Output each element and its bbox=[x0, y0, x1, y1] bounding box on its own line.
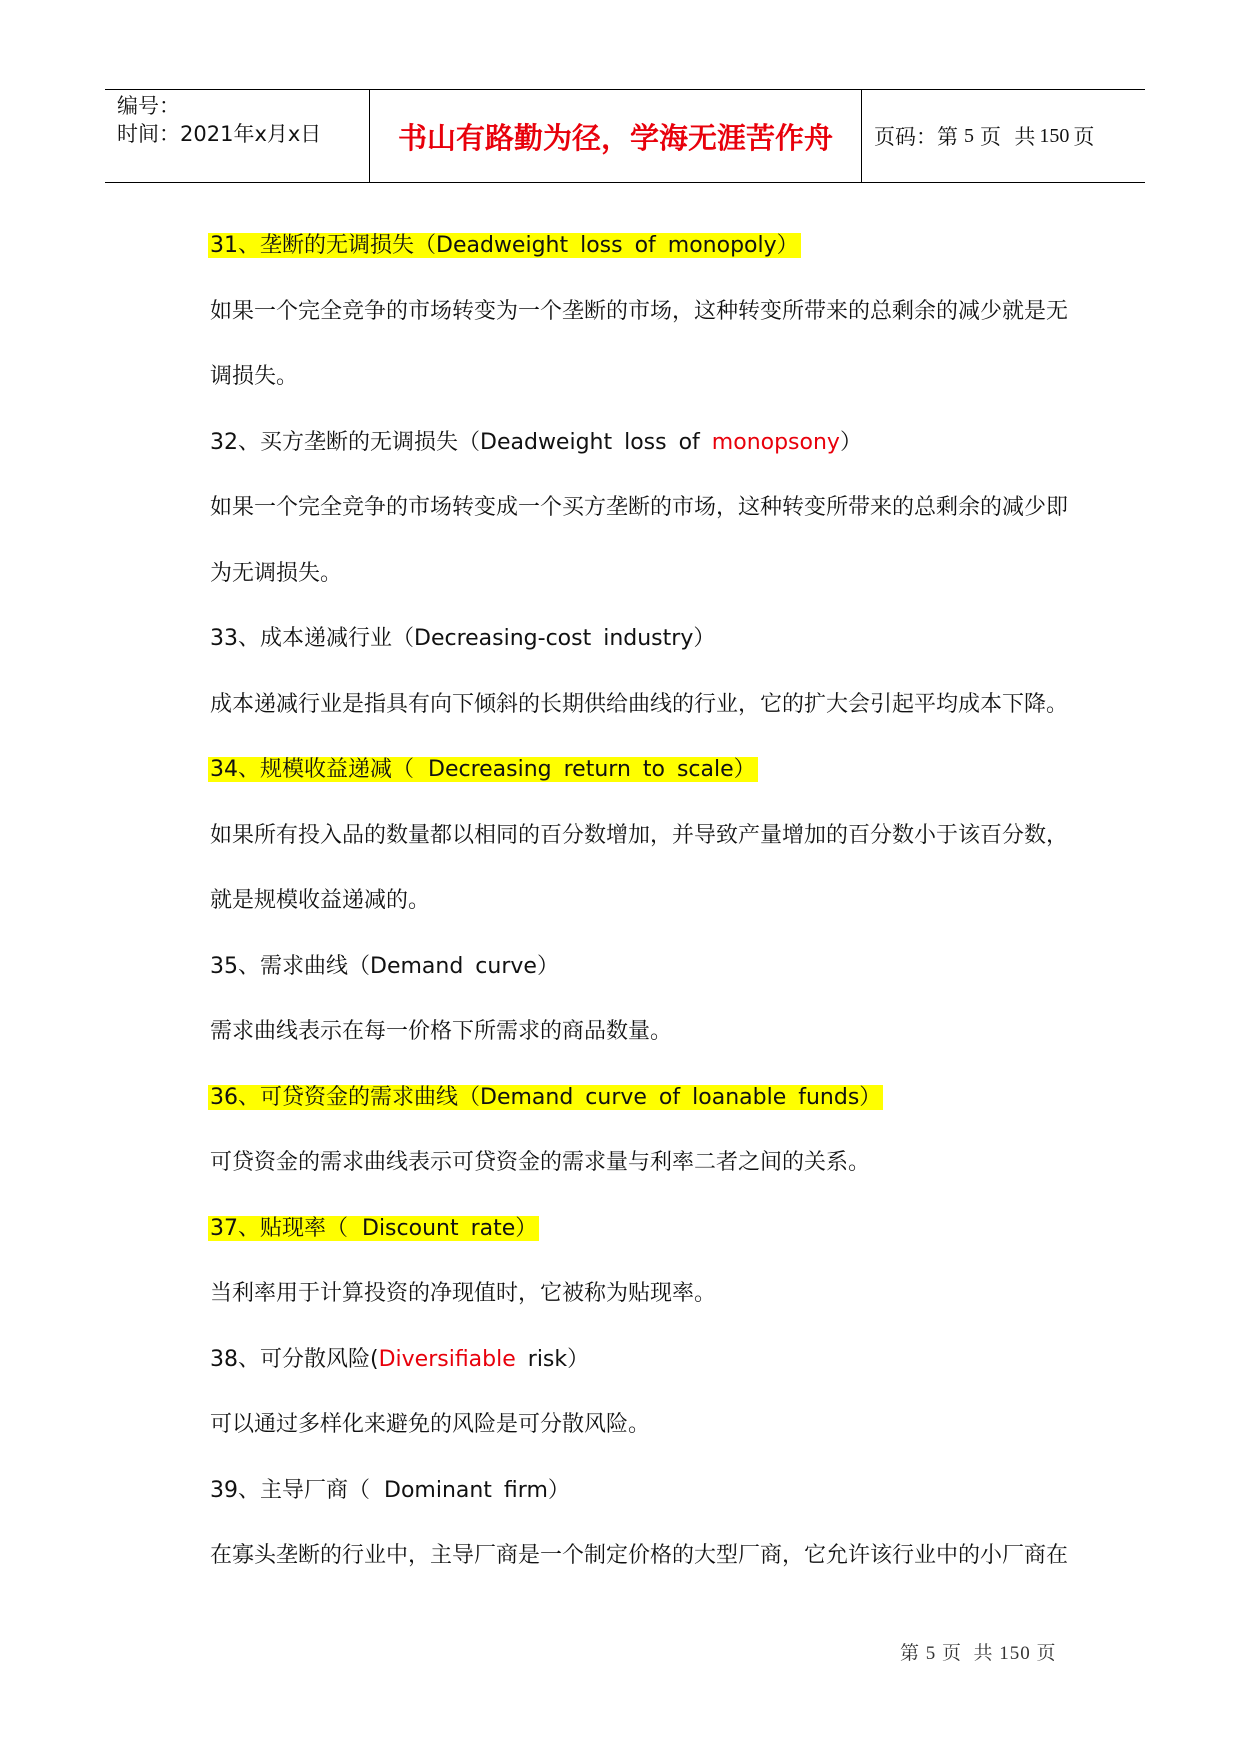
time-label: 时间：2021年x月x日 bbox=[117, 122, 322, 146]
page-footer bbox=[900, 1638, 1057, 1665]
term-heading: 39、主导厂商（ Dominant firm） bbox=[210, 1477, 570, 1503]
term-red-word: monopsony bbox=[711, 429, 840, 455]
term-highlight: 36、可贷资金的需求曲线（Demand curve of loanable funds） bbox=[210, 1084, 882, 1110]
term-description: 如果所有投入品的数量都以相同的百分数增加，并导致产量增加的百分数小于该百分数， bbox=[210, 822, 1069, 848]
term-description: 可贷资金的需求曲线表示可贷资金的需求量与利率二者之间的关系。 bbox=[210, 1150, 871, 1175]
page-total: 150 bbox=[1039, 124, 1070, 147]
term-heading bbox=[210, 1211, 1090, 1277]
page-suffix: 页 bbox=[1073, 125, 1095, 149]
header-meta bbox=[105, 90, 370, 182]
term-description: 就是规模收益递减的。 bbox=[210, 888, 431, 913]
header-motto: 书山有路勤为径，学海无涯苦作舟 bbox=[370, 90, 862, 182]
term-heading: 35、需求曲线（Demand curve） bbox=[210, 953, 559, 979]
term-description: 调损失。 bbox=[210, 364, 299, 389]
term-highlight: 34、规模收益递减（ Decreasing return to scale） bbox=[210, 757, 756, 782]
term-description: 需求曲线表示在每一价格下所需求的商品数量。 bbox=[210, 1019, 673, 1044]
page-label-prefix: 页码：第 bbox=[874, 125, 958, 149]
term-description: 如果一个完全竞争的市场转变成一个买方垄断的市场，这种转变所带来的总剩余的减少即 bbox=[210, 495, 1069, 520]
glossary-content bbox=[210, 228, 1090, 1604]
term-description: 如果一个完全竞争的市场转变为一个垄断的市场，这种转变所带来的总剩余的减少就是无 bbox=[210, 298, 1069, 324]
term-heading bbox=[210, 752, 1090, 818]
term-heading bbox=[210, 228, 1090, 294]
term-heading bbox=[210, 1080, 1090, 1146]
footer-current: 5 bbox=[925, 1643, 937, 1664]
term-description: 成本递减行业是指具有向下倾斜的长期供给曲线的行业，它的扩大会引起平均成本下降。 bbox=[210, 691, 1069, 717]
footer-prefix: 第 bbox=[900, 1643, 921, 1664]
footer-suffix: 页 bbox=[1036, 1643, 1057, 1664]
number-label: 编号： bbox=[117, 94, 180, 118]
term-description: 可以通过多样化来避免的风险是可分散风险。 bbox=[210, 1412, 651, 1437]
term-highlight: 37、贴现率（ Discount rate） bbox=[210, 1215, 538, 1241]
term-heading: 32、买方垄断的无调损失（Deadweight loss of monopsony） bbox=[210, 429, 862, 455]
page-mid: 页 共 bbox=[980, 125, 1036, 149]
term-highlight: 31、垄断的无调损失（Deadweight loss of monopoly） bbox=[210, 233, 799, 258]
term-red-word: Diversifiable bbox=[378, 1346, 516, 1372]
term-description: 当利率用于计算投资的净现值时，它被称为贴现率。 bbox=[210, 1281, 717, 1306]
page-current: 5 bbox=[964, 124, 974, 147]
footer-total: 150 bbox=[999, 1643, 1031, 1664]
page-header bbox=[105, 89, 1145, 183]
footer-mid: 页 共 bbox=[942, 1643, 994, 1664]
term-heading: 33、成本递减行业（Decreasing-cost industry） bbox=[210, 626, 716, 651]
header-page-info bbox=[862, 90, 1145, 182]
term-description: 为无调损失。 bbox=[210, 560, 343, 586]
term-heading: 38、可分散风险(Diversifiable risk） bbox=[210, 1346, 590, 1372]
term-description: 在寡头垄断的行业中，主导厂商是一个制定价格的大型厂商，它允许该行业中的小厂商在 bbox=[210, 1543, 1069, 1568]
